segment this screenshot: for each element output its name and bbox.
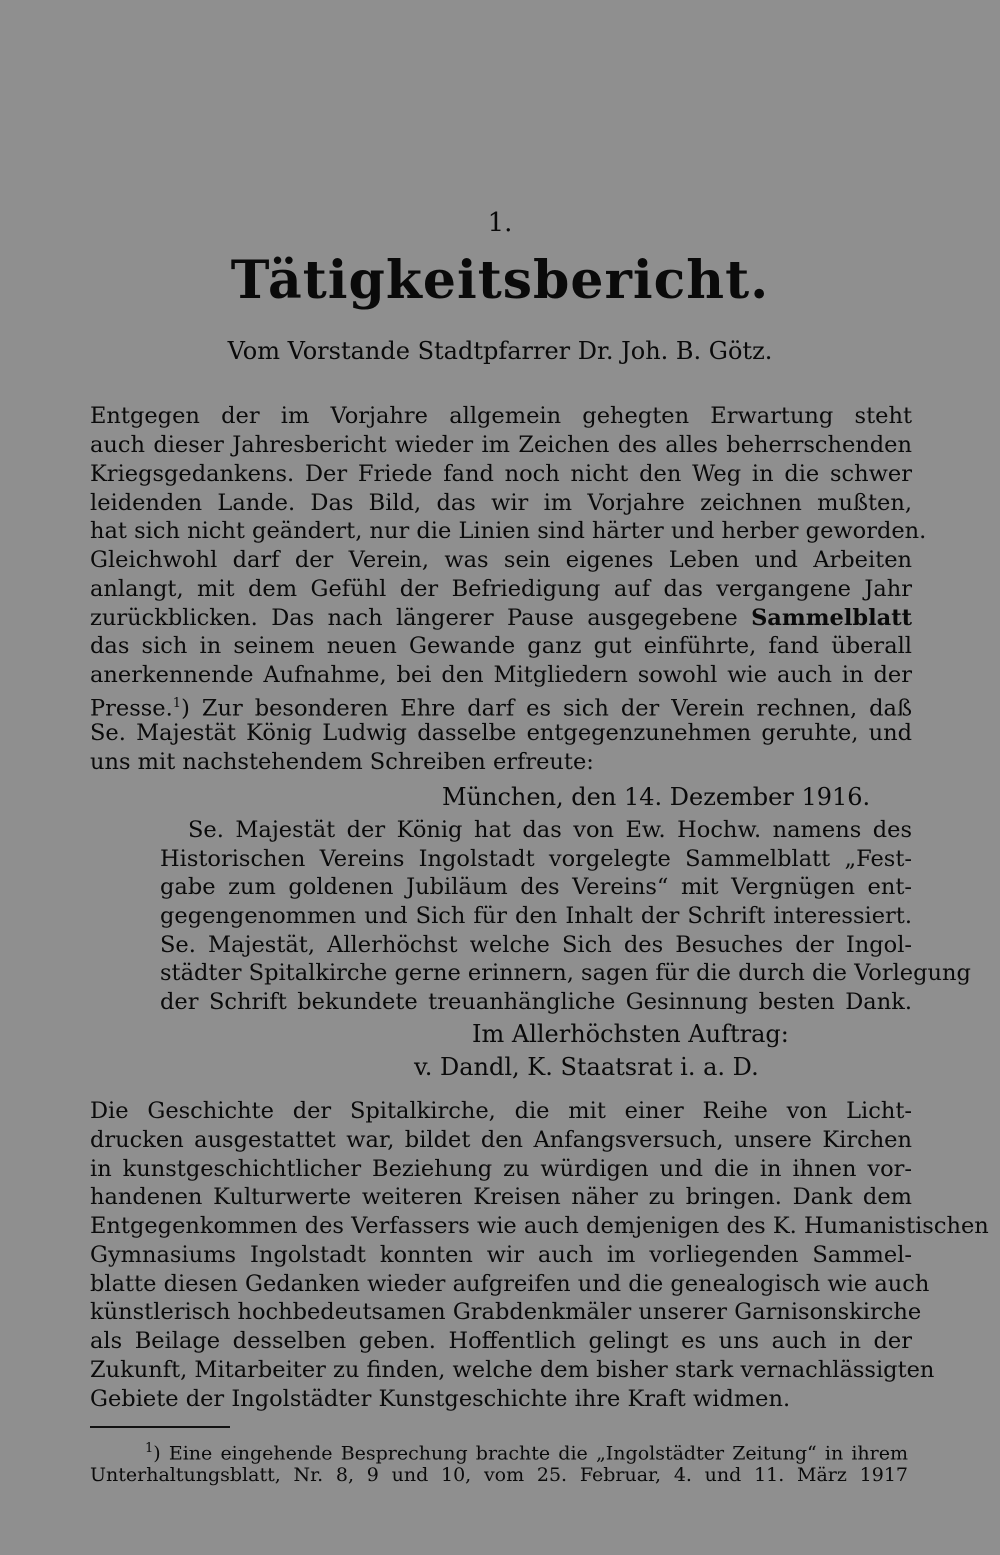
letter-closing: Im Allerhöchsten Auftrag: (472, 1020, 789, 1048)
text-line (90, 690, 912, 723)
author-byline: Vom Vorstande Stadtpfarrer Dr. Joh. B. Götz. (227, 337, 773, 365)
letter-line: gabe zum goldenen Jubiläum des Vereins“ mit Vergnügen ent- (160, 874, 912, 900)
text-line: das sich in seinem neuen Gewande ganz gut einführte, fand überall (90, 633, 912, 659)
text-line: Gymnasiums Ingolstadt konnten wir auch im vorliegenden Sammel- (90, 1242, 912, 1268)
text-line: Entgegen der im Vorjahre allgemein gehegten Erwartung steht (90, 403, 912, 429)
letter-line: Se. Majestät, Allerhöchst welche Sich des Besuches der Ingol- (160, 932, 912, 958)
text-line: Zukunft, Mitarbeiter zu finden, welche dem bisher stark vernachlässigten (90, 1357, 935, 1383)
footnote-line: Unterhaltungsblatt, Nr. 8, 9 und 10, vom 25. Februar, 4. und 11. März 1917 (90, 1464, 908, 1486)
text-line: Gleichwohl darf der Verein, was sein eigenes Leben und Arbeiten (90, 547, 912, 573)
text-line: anlangt, mit dem Gefühl der Befriedigung auf das vergangene Jahr (90, 576, 912, 602)
text-line: uns mit nachstehendem Schreiben erfreute: (90, 749, 594, 775)
text-line: leidenden Lande. Das Bild, das wir im Vorjahre zeichnen mußten, (90, 490, 912, 516)
letter-dateline: München, den 14. Dezember 1916. (442, 783, 871, 811)
footnote-ref: 1 (172, 696, 182, 711)
text-line: als Beilage desselben geben. Hoffentlich gelingt es uns auch in der (90, 1328, 912, 1354)
text-line: anerkennende Aufnahme, bei den Mitgliedern sowohl wie auch in der (90, 662, 912, 688)
letter-line: gegengenommen und Sich für den Inhalt der Schrift interessiert. (160, 903, 912, 929)
letter-line: städter Spitalkirche gerne erinnern, sagen für die durch die Vorlegung (160, 960, 971, 986)
text-line: Gebiete der Ingolstädter Kunstgeschichte ihre Kraft widmen. (90, 1386, 791, 1412)
text-line: hat sich nicht geändert, nur die Linien sind härter und herber geworden. (90, 518, 927, 544)
letter-line: Se. Majestät der König hat das von Ew. Hochw. namens des (188, 817, 912, 843)
footnote-divider (90, 1426, 230, 1428)
text-line: Kriegsgedankens. Der Friede fand noch nicht den Weg in die schwer (90, 461, 912, 487)
text-line: drucken ausgestattet war, bildet den Anfangsversuch, unsere Kirchen (90, 1127, 912, 1153)
text-segment: zurückblicken. Das nach längerer Pause ausgegebene (90, 605, 738, 631)
text-segment: ) Eine eingehende Besprechung brachte die „Ingolstädter Zeitung“ in ihrem (153, 1442, 908, 1465)
text-line: künstlerisch hochbedeutsamen Grabdenkmäler unserer Garnisonskirche (90, 1299, 922, 1325)
text-segment: Presse. (90, 695, 173, 722)
text-line: Entgegenkommen des Verfassers wie auch demjenigen des K. Humanistischen (90, 1213, 989, 1239)
section-number: 1. (487, 208, 513, 238)
letter-line: Historischen Vereins Ingolstadt vorgelegte Sammelblatt „Fest- (160, 846, 912, 872)
text-line: auch dieser Jahresbericht wieder im Zeichen des alles beherrschenden (90, 432, 912, 458)
text-segment: ) Zur besonderen Ehre darf es sich der Verein rechnen, daß (181, 695, 912, 722)
text-line: blatte diesen Gedanken wieder aufgreifen und die genealogisch wie auch (90, 1271, 930, 1297)
text-line: in kunstgeschichtlicher Beziehung zu würdigen und die in ihnen vor- (90, 1156, 912, 1182)
text-line (90, 604, 912, 632)
letter-line: der Schrift bekundete treuanhängliche Gesinnung besten Dank. (160, 989, 912, 1015)
text-line: handenen Kulturwerte weiteren Kreisen näher zu bringen. Dank dem (90, 1184, 912, 1210)
text-line: Die Geschichte der Spitalkirche, die mit einer Reihe von Licht- (90, 1098, 912, 1124)
footnote-mark: 1 (145, 1441, 154, 1456)
bold-term: Sammelblatt (751, 605, 913, 631)
letter-signature: v. Dandl, K. Staatsrat i. a. D. (414, 1053, 759, 1081)
page-title: Tätigkeitsbericht. (230, 250, 770, 311)
text-line: Se. Majestät König Ludwig dasselbe entgegenzunehmen geruhte, und (90, 720, 912, 746)
